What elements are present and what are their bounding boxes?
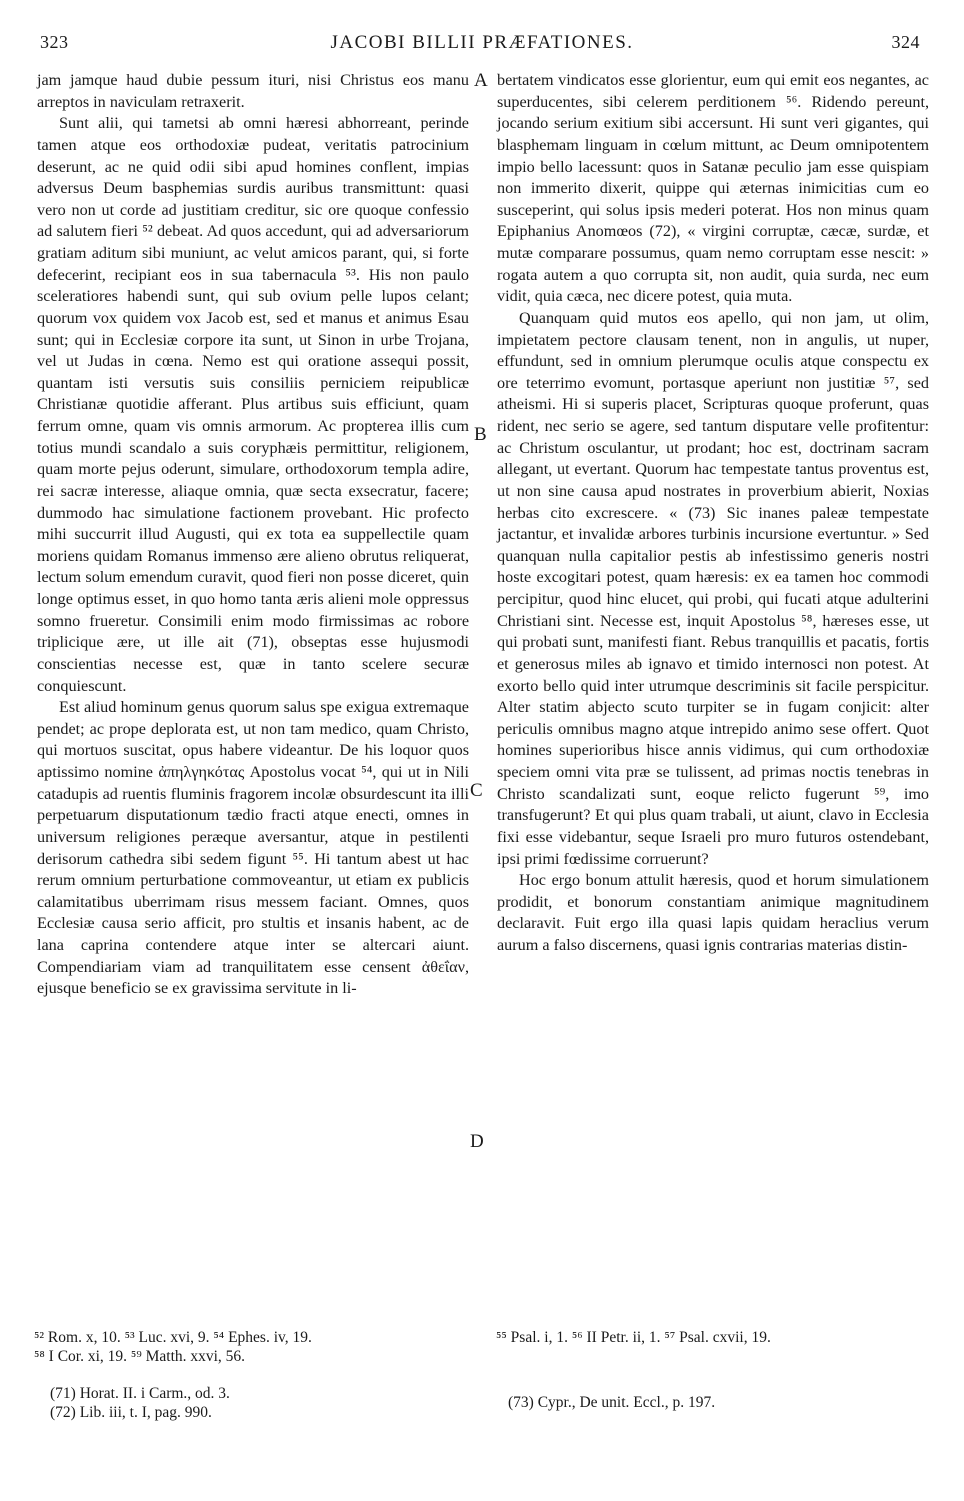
page-header bbox=[0, 32, 964, 58]
right-paragraph-2: Quanquam quid mutos eos apello, qui non jam, ut olim, impietatem pectore clausam tenent, non in angulis, ut nuper, effundunt, sed in omnium plerumque oculis atque conspectu ex ore teterrimo evomunt, portasque aperiunt non justitiæ ⁵⁷, sed atheismi. Hi si superis placet, Scripturas quoque proferunt, quas rident, nec serio se agere, sed tantum disputare velle profitentur: ac Christum osculantur, ut prodant; hoc est, doctrinam sacram allegant, ut evertant. Quorum hac tempestate tantus proventus est, ut non sine causa apud nostrates in proverbium abierit, Noxias herbas cito excrescere. « (73) Sic inanes paleæ tempestate jactantur, et invalidæ arbores turbinis incursione evertuntur. » Sed quanquan nulla capitalior pestis ab infestissimo generis nostri hoste excogitari potest, quam hæresis: ex ea tamen hoc commodi percipitur, quod hinc elucet, qui probi, qui fucati atque adulterini Christiani sint. Necesse est, inquit Apostolus ⁵⁸, hæreses esse, ut qui probati sunt, manifesti fiant. Rebus tranquillis et pacatis, fortis et generosus miles ab ignavo et timido internosci non potest. At exorto bello quid inter utrumque descriminis sit facile perspicitur. Alter statim abjecto scuto turpiter se in fugam conjicit: alter periculis omnibus magno atque intrepido animo sese offert. Quot homines superioribus hisce annis vidimus, qui cum orthodoxiæ speciem omni vita præ se tulissent, ad primas noctis tenebras in Christo scandalizati sunt, eoque relicto fugerunt ⁵⁹, imo transfugerunt? Et qui plus quam trabali, ut aiunt, clavo in Ecclesia fixi esse videbantur, seque Israeli pro muro futuros ostendebant, ipsi primi fœdissime corruerunt? bbox=[497, 308, 929, 868]
margin-letter-b: B bbox=[474, 424, 487, 445]
note-72: (72) Lib. iii, t. I, pag. 990. bbox=[50, 1404, 212, 1421]
footnote-line-2 bbox=[34, 1347, 934, 1366]
margin-letter-a: A bbox=[474, 70, 488, 91]
endnotes-right bbox=[508, 1394, 715, 1412]
running-title: JACOBI BILLII PRÆFATIONES. bbox=[330, 32, 634, 53]
right-paragraph-3: Hoc ergo bonum attulit hæresis, quod et horum simulationem prodidit, et bonorum constantiam animique magnitudinem declaravit. Fuit ergo illa quasi lapis quidam heraclius verum aurum a falso discernens, quasi ignis contrarias materias distin- bbox=[497, 871, 929, 954]
right-column bbox=[497, 70, 929, 957]
footnotes bbox=[34, 1328, 934, 1366]
left-paragraph-2: Sunt alii, qui tametsi ab omni hæresi abhorreant, perinde tamen atque eos orthodoxiæ pudeat, veritatis patrocinium deserunt, ac ne quid odii sibi apud homines conflent, impias adversus Deum basphemias surdis auribus transmittunt: quasi vero non ut corde ad justitiam creditur, sic ore quoque confessio ad salutem fieri ⁵² debeat. Ad quos accedunt, qui ad adversariorum gratiam aditum sibi muniunt, ac velut amicos parant, qui, si forte defecerint, recipiant eos in sua tabernacula ⁵³. His non paulo sceleratiores habendi sunt, qui sub ovium pelle lupos celant; quorum vox quidem vox Jacob est, sed et manus et animus Esau sunt; qui in Ecclesiæ corpore ita sunt, ut Sinon in urbe Trojana, vel ut Judas in cœna. Nemo est qui oratione assequi possit, quantam isti versutis suis consiliis perniciem reipublicæ Christianæ quotidie afferant. Plus artibus suis efficiunt, quam ferrum omne, quam vis omnis armorum. Ac propterea illis cum totius mundi scandalo a suis coryphæis permittitur, religionem, quam morte pejus oderunt, simulare, orthodoxorum templa adire, rei sacræ interesse, aliaque omnia, quæ secta exsecratur, facere; dummodo hac simulatione factionem provebant. Hic profecto mihi succurrit illud Augusti, qui ex tota ea suppellectile quam moriens quidam Romanus immenso ære alieno obrutus reliquerat, lectum solum emendum curavit, quod fieri non posse diceret, quin longe optimus esset, in quo homo tanta æris alieni mole oppressus somno frueretur. Consimili enim modo firmissimas ac robore triplicique ære, ut ille ait (71), obseptas esse hujusmodi conscientias necesse est, quæ in tanto scelere securæ conquiescunt. bbox=[37, 114, 469, 695]
right-paragraph-1: bertatem vindicatos esse glorientur, eum qui emit eos negantes, ac superducentes, sibi celerem perditionem ⁵⁶. Ridendo pereunt, jocando serium exitium sibi accersunt. Hi sunt veri gigantes, qui blasphemam linguam in cœlum mittunt, ac Deum omnipotentem impio bello lacessunt: quos in Satanæ peculio jam esse quispiam non immerito dixerit, quippe qui æternas inimicitias cum eo susceperint, qui solus ipsis mederi poterat. Hos non minus quam Epiphanius Anomœos (72), « virgini corruptæ, cæcæ, surdæ, et mutæ comparare possumus, quam nemo corruptam esse nescit: » rogata autem a quo corrupta sit, non audit, quia surda, nec eum vidit, quia cæca, nec dicere potest, quia muta. bbox=[497, 71, 929, 306]
footnote-line-1-left: ⁵² Rom. x, 10. ⁵³ Luc. xvi, 9. ⁵⁴ Ephes. iv, 19. bbox=[34, 1329, 312, 1346]
margin-letter-d: D bbox=[470, 1131, 484, 1152]
page-number-right: 324 bbox=[891, 32, 920, 52]
left-paragraph-3: Est aliud hominum genus quorum salus spe exigua extremaque pendet; ac prope deplorata est, ut non tam medico, quam Christo, qui mortuos suscitat, opus habere videantur. De his loquor quos aptissimo nomine ἀπηλγηκότας Apostolus vocat ⁵⁴, qui ut in Nili catadupis ad ruentis fluminis fragorem incolæ obsurdescunt ita illi perpetuarum disputationum tædio fracti atque enecti, omnes in universum religiones peræque aversantur, atque in pestilenti derisorum cathedra sibi sedem figunt ⁵⁵. Hi tantum abest ut hac rerum omnium perturbatione commoveantur, ut etiam ex publicis calamitatibus uberrimam risus messem faciant. Omnes, quos Ecclesiæ causa serio afficit, pro stultis et insanis habent, ac de lana caprina contendere atque inter se altercari aiunt. Compendiariam viam ad tranquilitatem esse censent ἀθεΐαν, ejusque beneficio se ex gravissima servitute in li- bbox=[37, 698, 469, 998]
note-71: (71) Horat. II. i Carm., od. 3. bbox=[50, 1385, 230, 1402]
left-paragraph-1: jam jamque haud dubie pessum ituri, nisi Christus eos manu arreptos in naviculam retraxerit. bbox=[37, 71, 469, 111]
note-73: (73) Cypr., De unit. Eccl., p. 197. bbox=[508, 1394, 716, 1411]
footnote-line-1-right: ⁵⁵ Psal. i, 1. ⁵⁶ II Petr. ii, 1. ⁵⁷ Psal. cxvii, 19. bbox=[496, 1329, 771, 1346]
footnote-line-2-text: ⁵⁸ I Cor. xi, 19. ⁵⁹ Matth. xxvi, 56. bbox=[34, 1348, 246, 1365]
footnote-line-1 bbox=[34, 1328, 934, 1347]
left-column bbox=[37, 70, 469, 1000]
margin-letter-c: C bbox=[470, 780, 483, 801]
endnotes-left bbox=[50, 1384, 230, 1422]
page-number-left: 323 bbox=[40, 32, 69, 52]
